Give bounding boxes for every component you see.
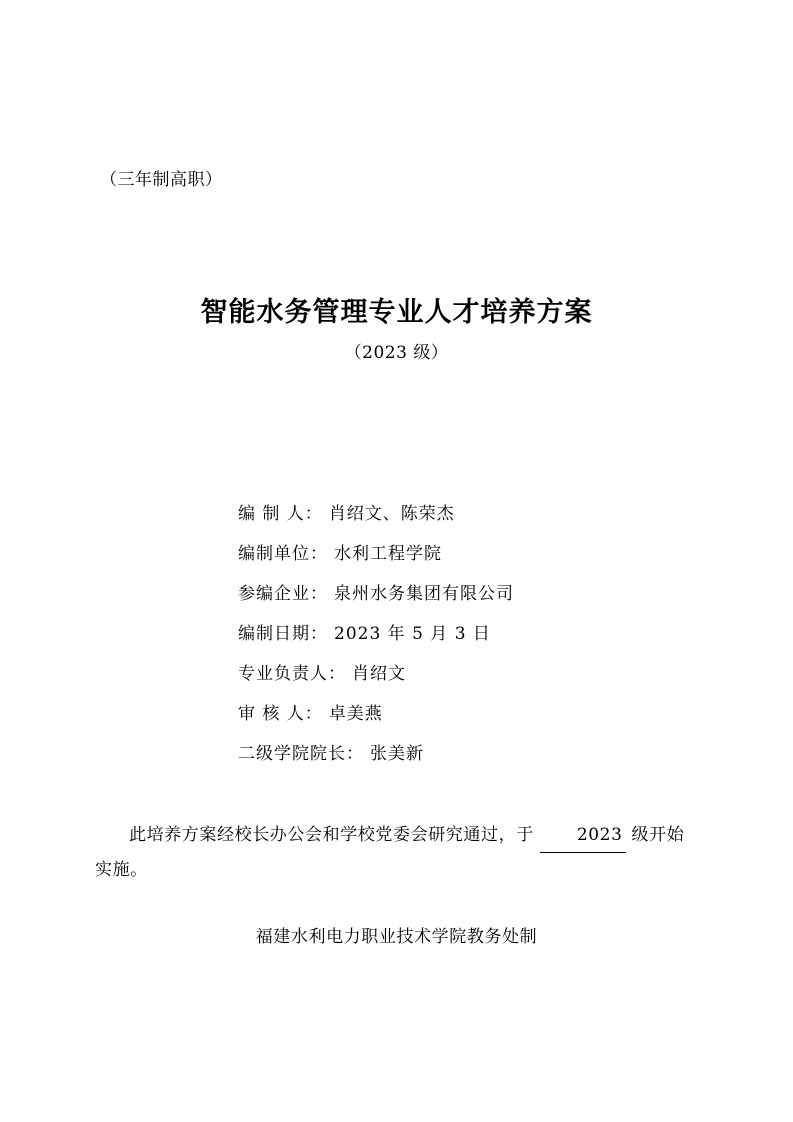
metadata-row (238, 614, 514, 654)
issuing-office: 福建水利电力职业技术学院教务处制 (255, 927, 538, 947)
metadata-row (238, 534, 514, 574)
metadata-row (238, 654, 514, 694)
metadata-row (238, 494, 514, 534)
statement-before-text: 此培养方案经校长办公会和学校党委会研究通过，于 (129, 825, 534, 845)
metadata-label: 专业负责人： (238, 664, 346, 684)
metadata-value: 泉州水务集团有限公司 (334, 584, 514, 604)
metadata-row (238, 574, 514, 614)
metadata-row (238, 694, 514, 734)
metadata-label: 编 制 人： (238, 504, 323, 524)
metadata-value: 肖绍文 (352, 664, 406, 684)
metadata-block (238, 494, 514, 774)
metadata-value: 卓美燕 (328, 704, 383, 724)
metadata-value: 水利工程学院 (334, 544, 442, 564)
metadata-label: 编制单位： (238, 544, 328, 564)
statement-after-text: 级开始实施。 (95, 825, 685, 880)
metadata-row (238, 734, 514, 774)
metadata-label: 参编企业： (238, 584, 328, 604)
statement-year-fill: 2023 (540, 818, 626, 853)
program-subtype-label: （三年制高职） (100, 170, 223, 190)
grade-label: （2023 级） (344, 343, 449, 363)
metadata-label: 编制日期： (238, 624, 328, 644)
metadata-label: 审 核 人： (238, 704, 323, 724)
page-title: 智能水务管理专业人才培养方案 (200, 297, 593, 328)
metadata-value: 张美新 (370, 744, 424, 764)
metadata-value: 肖绍文、陈荣杰 (328, 504, 455, 524)
implementation-statement (95, 818, 698, 887)
metadata-label: 二级学院院长： (238, 744, 364, 764)
metadata-value: 2023 年 5 月 3 日 (334, 624, 491, 644)
